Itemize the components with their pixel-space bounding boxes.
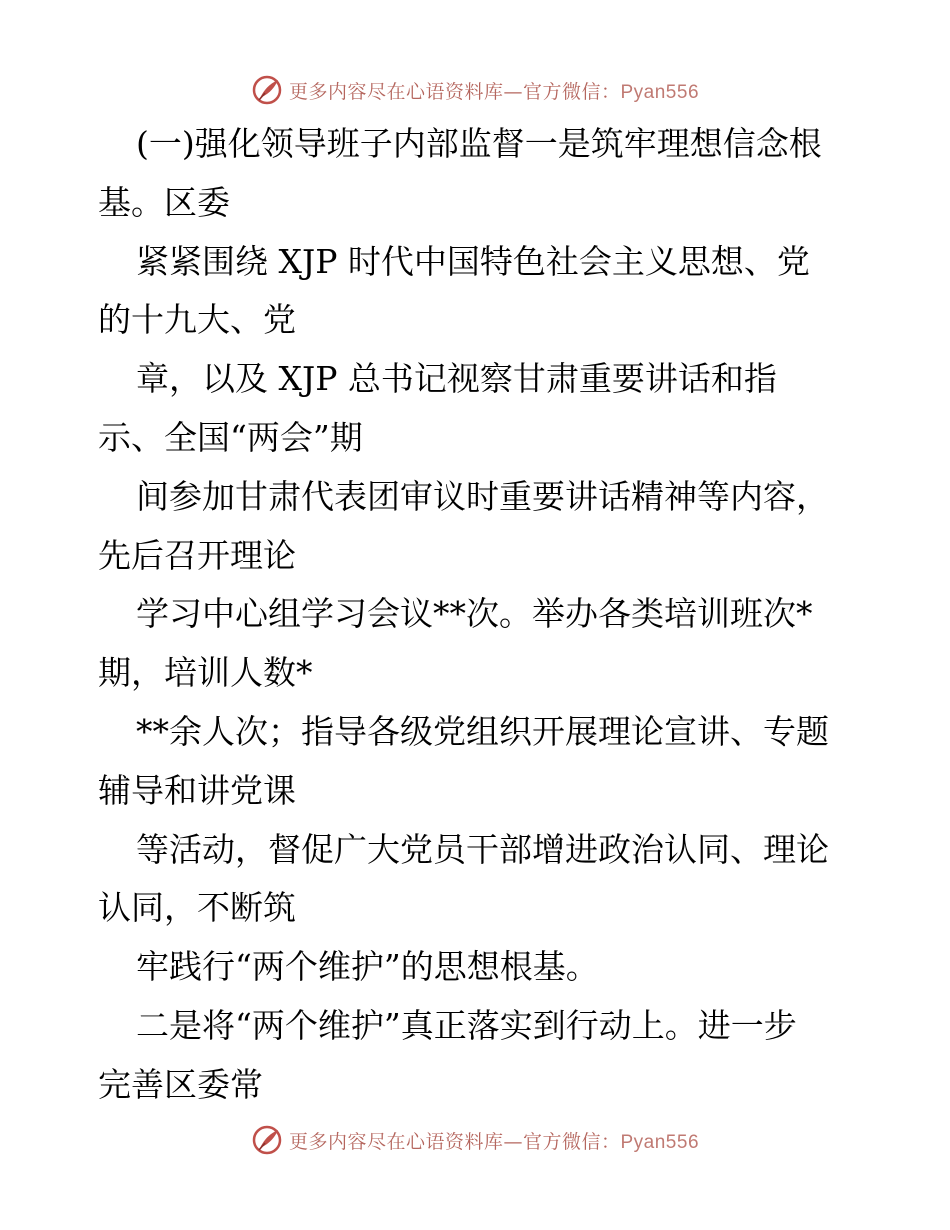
text-line: 期，培训人数* xyxy=(98,653,313,693)
text-line: 学习中心组学习会议**次。举办各类培训班次* xyxy=(136,594,813,634)
text-line: 章，以及 XJP 总书记视察甘肃重要讲话和指 xyxy=(136,359,777,399)
header-banner xyxy=(0,70,950,110)
footer-banner xyxy=(0,1120,950,1160)
banner-text: 更多内容尽在心语资料库—官方微信：Pyan556 xyxy=(288,1130,700,1153)
text-line: 基。区委 xyxy=(98,182,230,222)
document-body xyxy=(98,115,868,1115)
banner-text: 更多内容尽在心语资料库—官方微信：Pyan556 xyxy=(288,80,700,103)
text-line: 间参加甘肃代表团审议时重要讲话精神等内容， xyxy=(136,476,829,516)
text-line: 的十九大、党 xyxy=(98,300,296,340)
feather-quill-logo-icon xyxy=(251,74,283,106)
text-line: 示、全国“两会”期 xyxy=(98,417,363,457)
text-line: 等活动，督促广大党员干部增进政治认同、理论 xyxy=(136,829,829,869)
text-line: 牢践行“两个维护”的思想根基。 xyxy=(136,947,599,987)
feather-quill-logo-icon xyxy=(251,1124,283,1156)
text-line: 完善区委常 xyxy=(98,1064,263,1104)
text-line: 二是将“两个维护”真正落实到行动上。进一步 xyxy=(136,1005,797,1045)
text-line: 认同，不断筑 xyxy=(98,888,296,928)
text-line: (一)强化领导班子内部监督一是筑牢理想信念根 xyxy=(136,124,822,163)
text-line: 辅导和讲党课 xyxy=(98,770,296,810)
text-line: **余人次；指导各级党组织开展理论宣讲、专题 xyxy=(136,711,829,751)
text-line: 紧紧围绕 XJP 时代中国特色社会主义思想、党 xyxy=(136,241,810,281)
text-line: 先后召开理论 xyxy=(98,535,296,575)
